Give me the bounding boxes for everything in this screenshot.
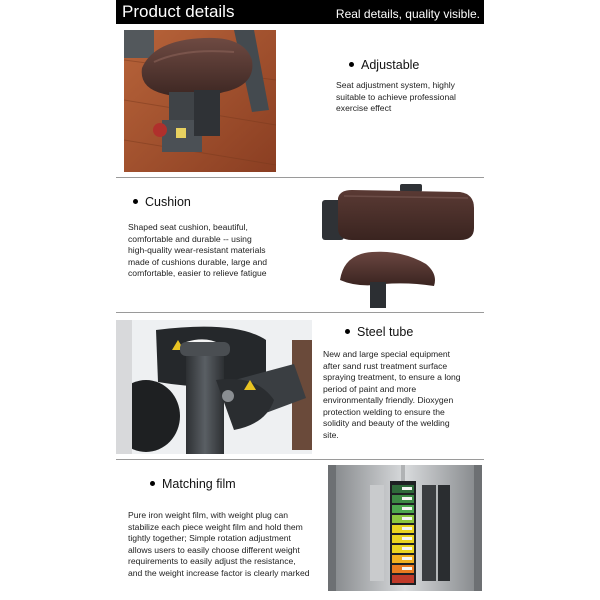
cushion-photo [322,184,484,308]
header-banner [116,0,484,24]
section-desc-matching-film: Pure iron weight film, with weight plug can stabilize each piece weight film and hold them tightly together; Simple rotation adjustment allows users to easily choose different weight requirements to easily adjust the resistance, and the weight increase factor is clearly marked [128,510,310,578]
section-divider [116,177,484,178]
section-desc-cushion: Shaped seat cushion, beautiful, comfortable and durable -- using high-quality wear-resistant materials made of cushions durable, large and comfortable, easier to relieve fatigue [128,222,268,278]
section-divider [116,459,484,460]
section-desc-adjustable: Seat adjustment system, highly suitable to achieve professional exercise effect [336,80,456,113]
cushion-image [322,184,484,308]
weight-stack-image [328,465,482,591]
bullet-icon [150,481,155,486]
steel-tube-photo [116,320,312,454]
header-slogan: Real details, quality visible. [335,7,480,21]
bullet-icon [345,329,350,334]
section-title-adjustable: Adjustable [349,57,419,73]
bullet-icon [349,62,354,67]
section-desc-steel-tube: New and large special equipment after sand rust treatment surface spraying treatment, to ensure a long period of paint and more environmentally friendly. Dioxygen protection welding to ensure the solidity and beauty of the welding site. [323,349,461,440]
page-title: Product details [122,2,235,21]
bullet-icon [133,199,138,204]
adjustable-seat-image [124,30,276,172]
weight-stack-photo [328,465,482,591]
section-title-steel-tube: Steel tube [345,324,413,340]
steel-tube-image [116,320,312,454]
adjustable-seat-photo [124,30,276,172]
section-title-matching-film: Matching film [150,476,236,492]
section-title-cushion: Cushion [133,194,191,210]
section-divider [116,312,484,313]
